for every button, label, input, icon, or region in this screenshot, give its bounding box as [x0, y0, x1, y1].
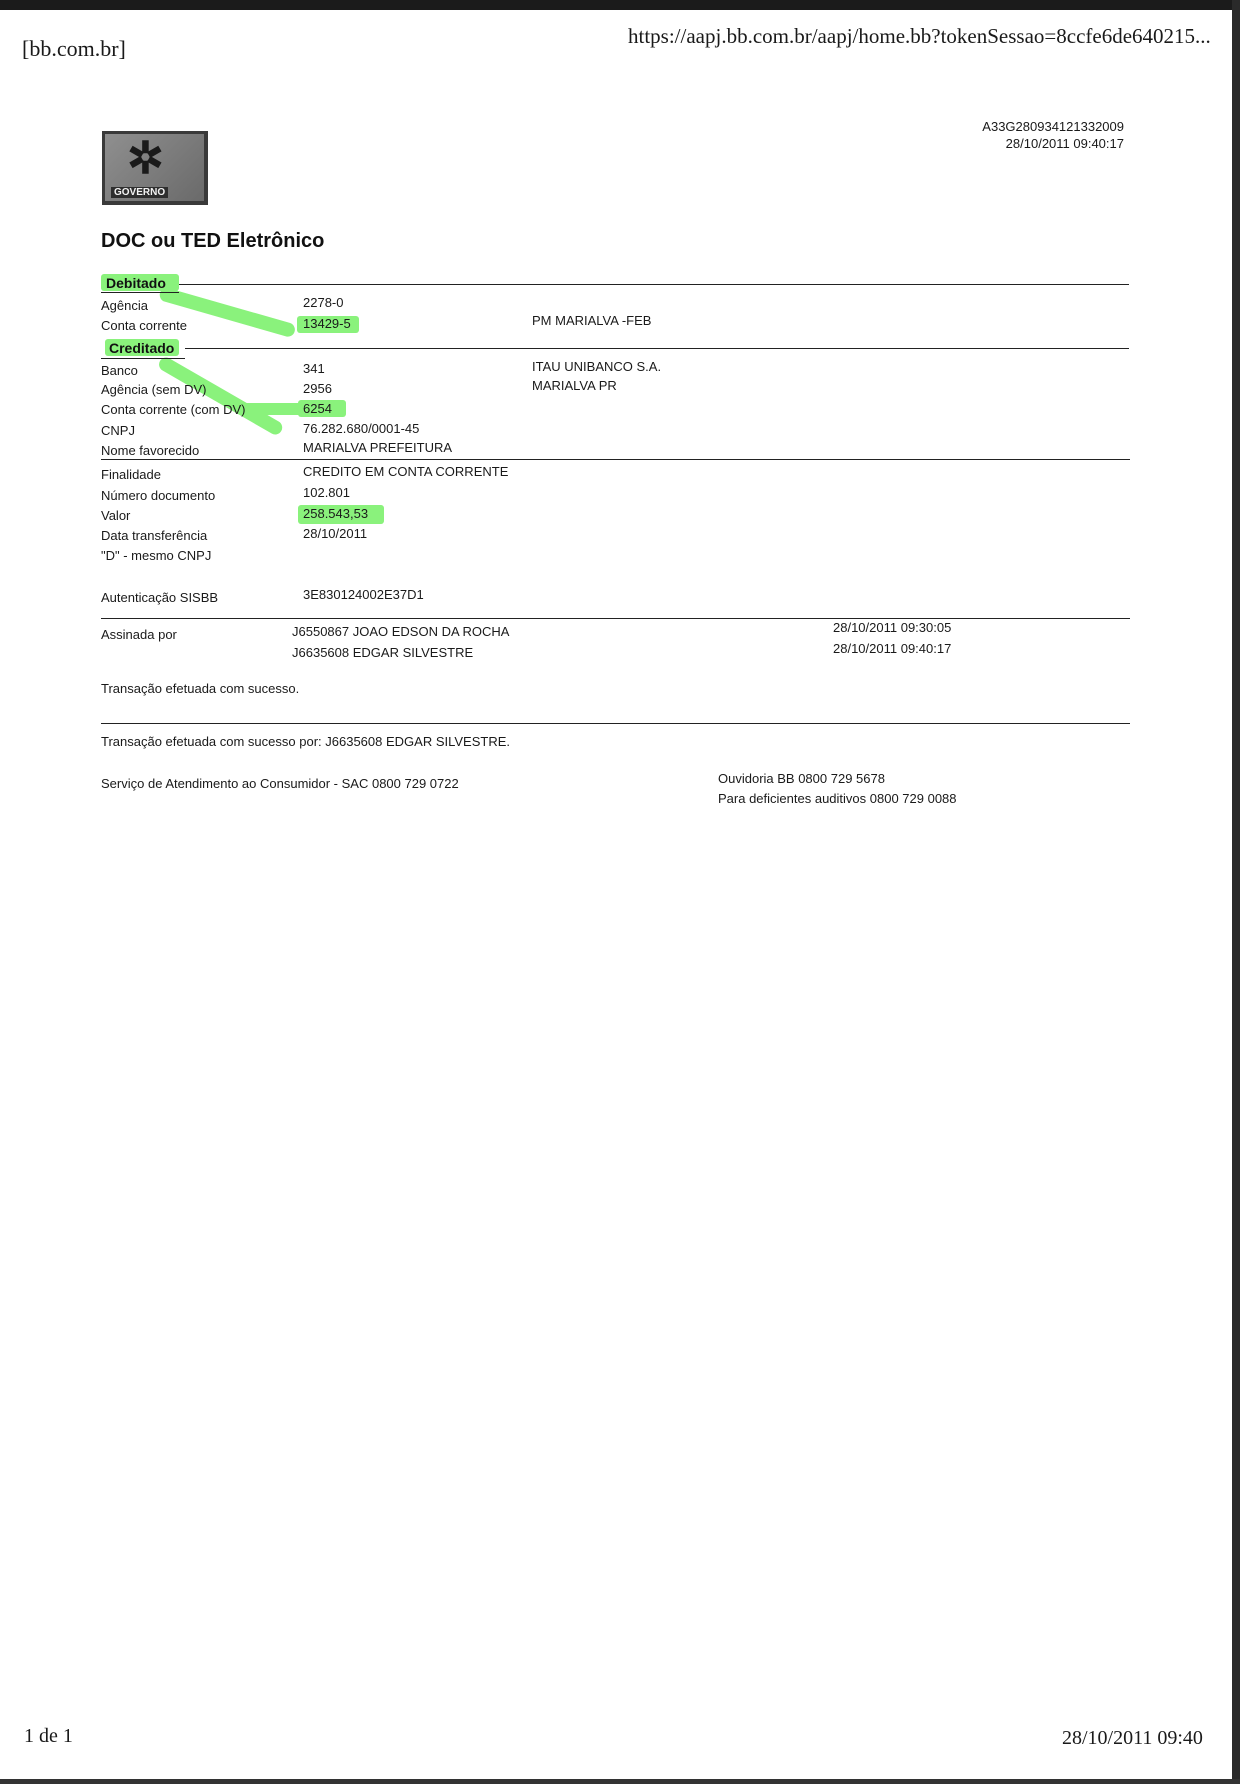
credit-banco-nome: ITAU UNIBANCO S.A.: [532, 359, 662, 374]
credit-cnpj-label: CNPJ: [101, 423, 135, 438]
credit-cidade: MARIALVA PR: [532, 378, 617, 393]
print-datetime: 28/10/2011 09:40: [1062, 1727, 1203, 1749]
reference-code: A33G280934121332009: [982, 119, 1124, 134]
data-transferencia-value: 28/10/2011: [303, 526, 368, 541]
sac-contact: Serviço de Atendimento ao Consumidor - SAC 0800 729 0722: [101, 776, 459, 791]
assinatura-2-data: 28/10/2011 09:40:17: [833, 641, 952, 656]
credit-favorecido-label: Nome favorecido: [101, 443, 200, 458]
credit-cnpj-value: 76.282.680/0001-45: [303, 421, 420, 436]
divider-debitado-left: [101, 292, 179, 293]
assinatura-2-nome: J6635608 EDGAR SILVESTRE: [292, 645, 474, 660]
scan-border-bottom: [0, 1779, 1240, 1784]
data-transferencia-label: Data transferência: [101, 528, 208, 543]
page-title: DOC ou TED Eletrônico: [101, 230, 325, 252]
logo-caption: GOVERNO: [111, 187, 168, 198]
bb-symbol-icon: ✲: [127, 134, 164, 183]
scan-border-top: [0, 0, 1240, 10]
assinada-por-label: Assinada por: [101, 627, 177, 642]
ouvidoria-contact: Ouvidoria BB 0800 729 5678: [718, 771, 885, 786]
debit-agencia-value: 2278-0: [303, 295, 344, 310]
documento-label: Número documento: [101, 488, 216, 503]
credit-conta-label: Conta corrente (com DV): [101, 402, 246, 417]
section-creditado: Creditado: [109, 340, 175, 356]
autenticacao-value: 3E830124002E37D1: [303, 587, 424, 602]
credit-conta-value: 6254: [303, 401, 332, 416]
print-page-number: 1 de 1: [24, 1725, 73, 1747]
divider-status: [101, 723, 1130, 724]
section-debitado: Debitado: [106, 275, 166, 291]
valor-value: 258.543,53: [303, 506, 369, 521]
divider-debitado: [179, 284, 1129, 285]
valor-label: Valor: [101, 508, 131, 523]
autenticacao-label: Autenticação SISBB: [101, 590, 219, 605]
finalidade-value: CREDITO EM CONTA CORRENTE: [303, 464, 509, 479]
credit-banco-label: Banco: [101, 363, 138, 378]
print-site-label: [bb.com.br]: [22, 36, 126, 61]
reference-datetime: 28/10/2011 09:40:17: [1005, 136, 1124, 151]
debit-conta-label: Conta corrente: [101, 318, 187, 333]
divider-assinaturas: [101, 618, 1130, 619]
debit-titular: PM MARIALVA -FEB: [532, 313, 652, 328]
credit-agencia-label: Agência (sem DV): [101, 382, 207, 397]
deficientes-contact: Para deficientes auditivos 0800 729 0088: [718, 791, 957, 806]
documento-value: 102.801: [303, 485, 350, 500]
scan-border-right: [1232, 0, 1240, 1784]
status-message-por: Transação efetuada com sucesso por: J6635608 EDGAR SILVESTRE.: [101, 734, 510, 749]
finalidade-label: Finalidade: [101, 467, 161, 482]
divider-detalhes: [101, 459, 1130, 460]
divider-creditado: [185, 348, 1129, 349]
assinatura-1-nome: J6550867 JOAO EDSON DA ROCHA: [292, 624, 510, 639]
divider-creditado-left: [101, 358, 185, 359]
credit-favorecido-value: MARIALVA PREFEITURA: [303, 440, 453, 455]
assinatura-1-data: 28/10/2011 09:30:05: [833, 620, 952, 635]
debit-conta-value: 13429-5: [303, 316, 351, 331]
debit-agencia-label: Agência: [101, 298, 148, 313]
reference-block: [982, 118, 1124, 152]
status-message: Transação efetuada com sucesso.: [101, 681, 300, 696]
credit-banco-value: 341: [303, 361, 325, 376]
highlight-stroke-3: [240, 403, 304, 415]
mesmo-cnpj-label: "D" - mesmo CNPJ: [101, 548, 212, 563]
bb-governo-logo: [102, 131, 208, 205]
print-url: https://aapj.bb.com.br/aapj/home.bb?tokenSessao=8ccfe6de640215...: [628, 24, 1211, 48]
credit-agencia-value: 2956: [303, 381, 332, 396]
